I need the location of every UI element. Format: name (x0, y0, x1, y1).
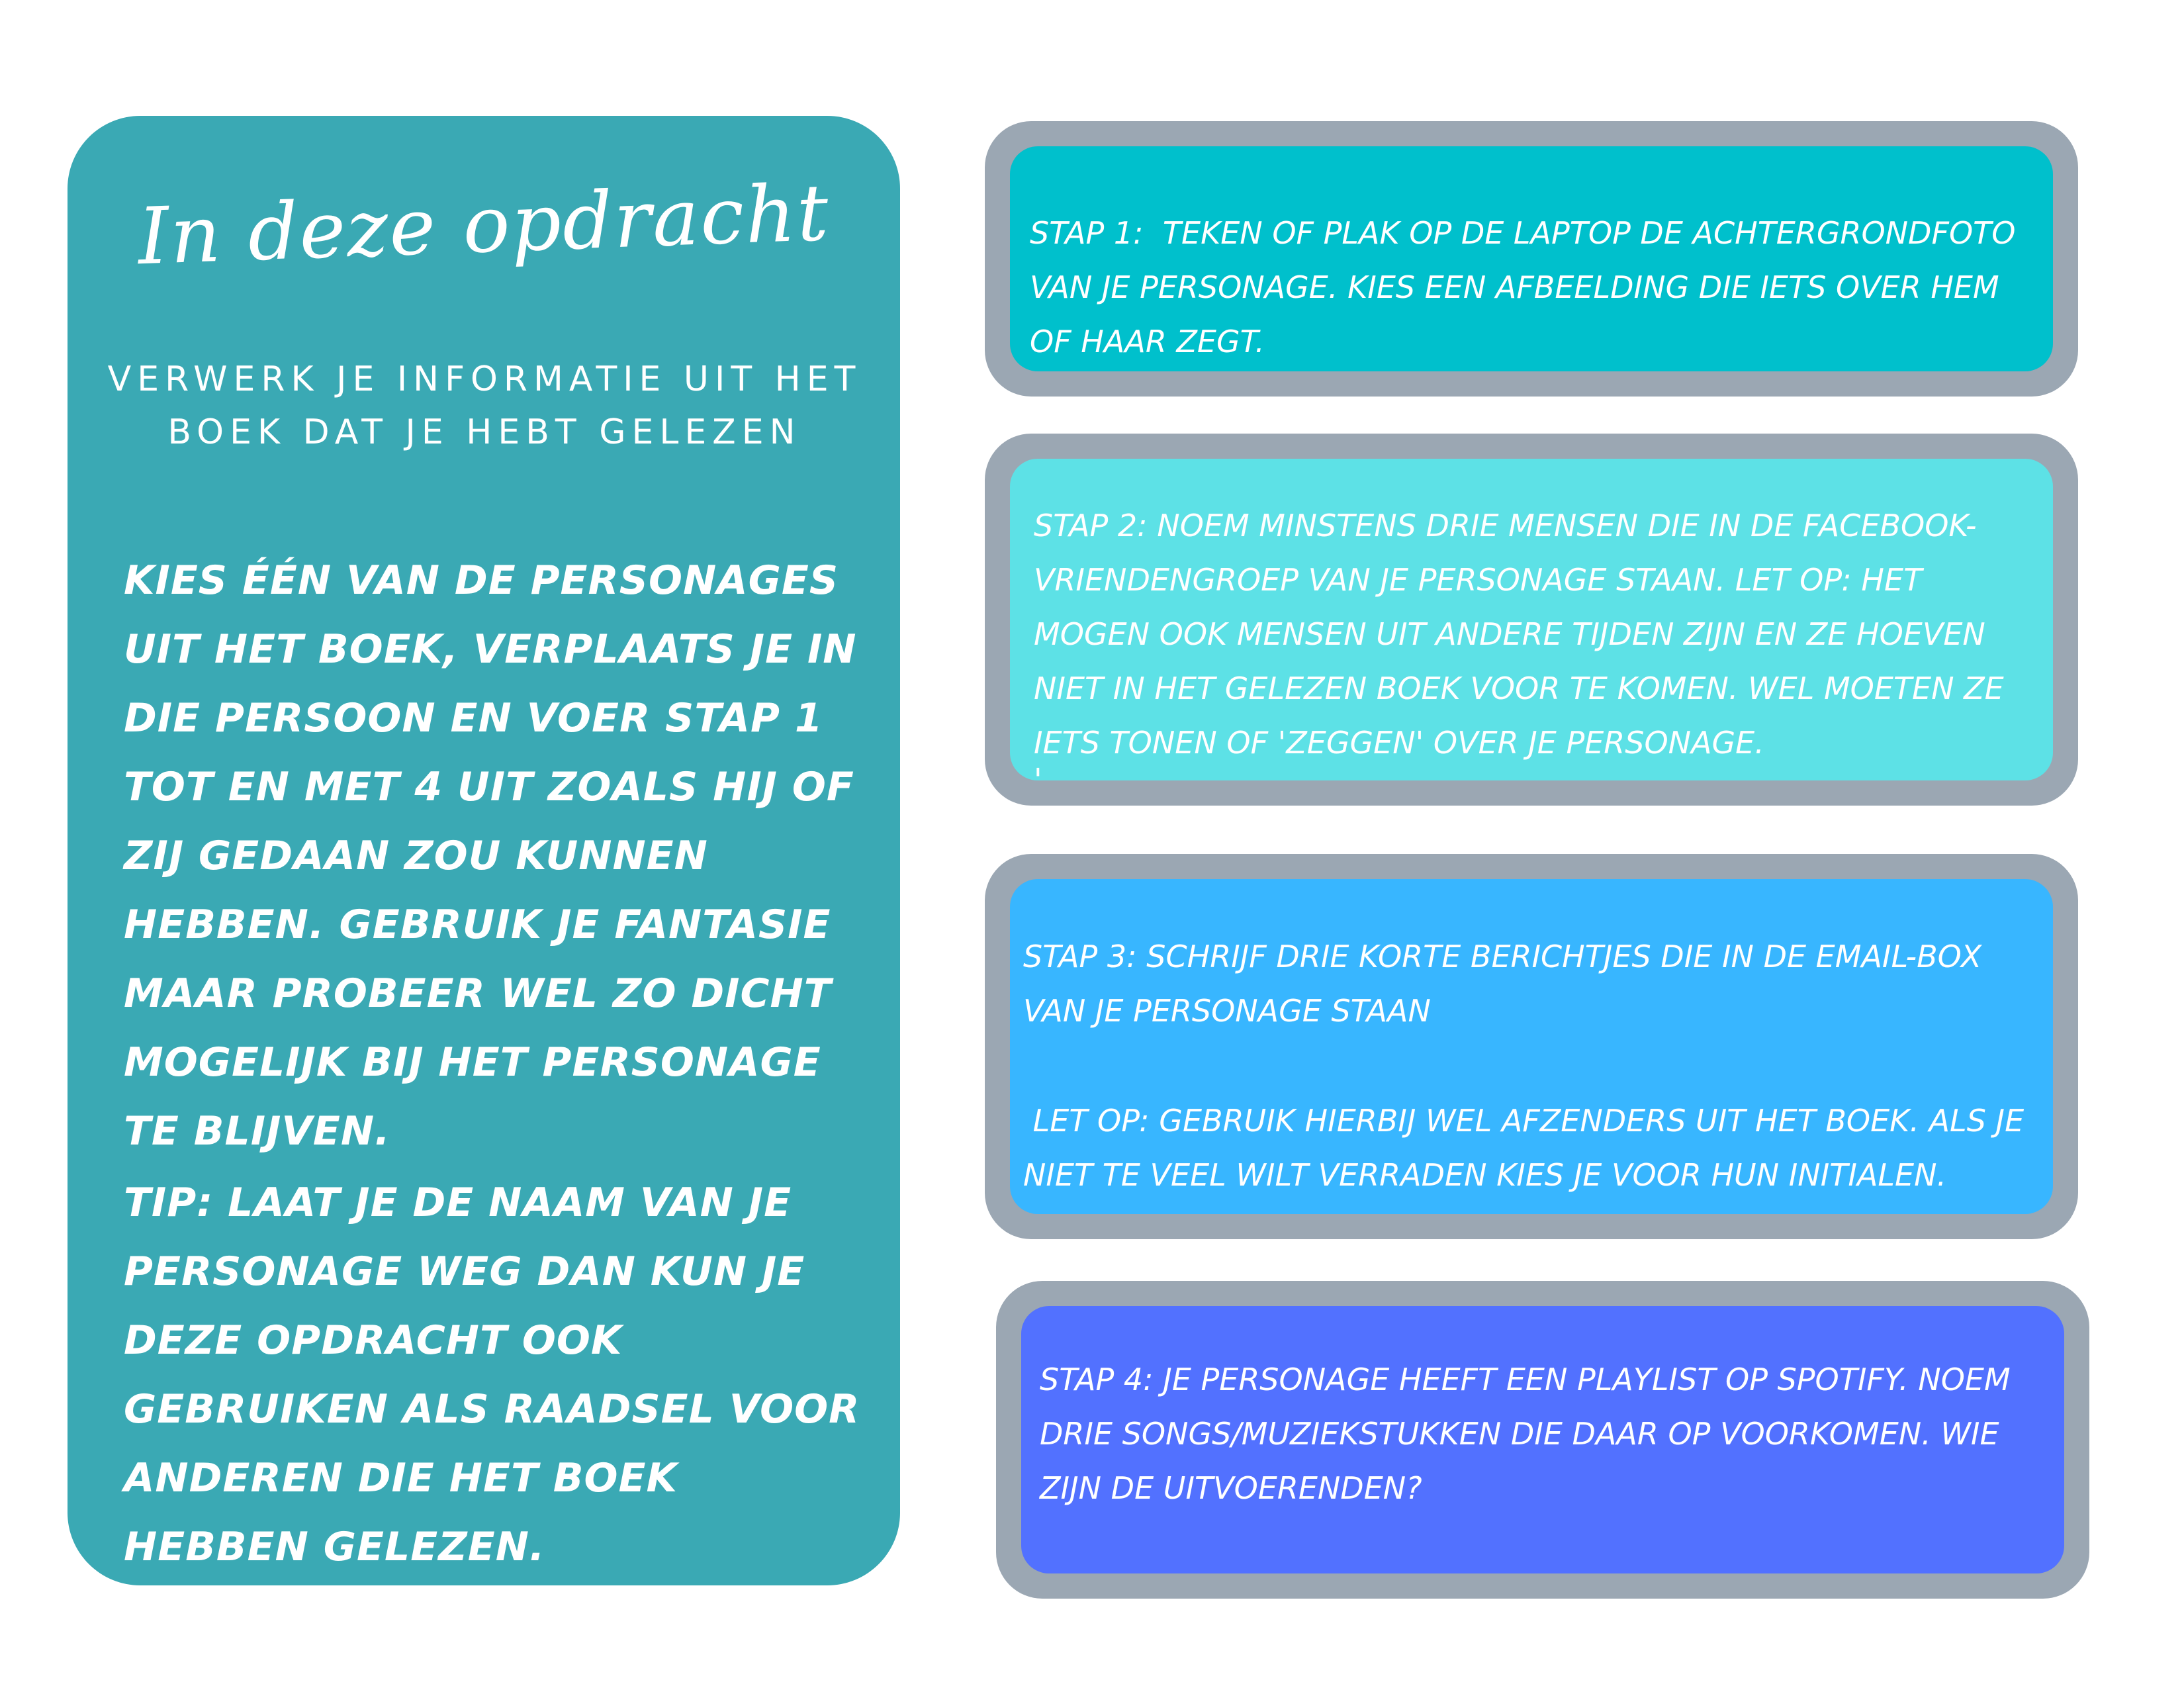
step-2-content (1010, 459, 2053, 780)
step-2-trailing-mark: ' (1034, 762, 1042, 780)
step-2-text: STAP 2: NOEM MINSTENS DRIE MENSEN DIE IN DE FACEBOOK-VRIENDENGROEP VAN JE PERSONAGE STAAN. LET OP: HET MOGEN OOK MENSEN UIT ANDERE TIJDEN ZIJN EN ZE HOEVEN NIET IN HET GELEZEN BOEK VOOR TE KOMEN. WEL MOETEN ZE IETS TONEN OF 'ZEGGEN' OVER JE PERSONAGE. (1034, 508, 2014, 761)
intro-text: KIES ÉÉN VAN DE PERSONAGES UIT HET BOEK, VERPLAATS JE IN DIE PERSOON EN VOER STAP 1 TOT EN MET 4 UIT ZOALS HIJ OF ZIJ GEDAAN ZOU KUNNEN HEBBEN. GEBRUIK JE FANTASIE MAAR PROBEER WEL ZO DICHT MOGELIJK BIJ HET PERSONAGE TE BLIJVEN. (124, 557, 857, 1154)
instructions-panel (68, 116, 900, 1585)
step-3-card (985, 854, 2078, 1239)
panel-title: In deze opdracht (136, 166, 831, 283)
step-3-note: LET OP: GEBRUIK HIERBIJ WEL AFZENDERS UIT HET BOEK. ALS JE NIET TE VEEL WILT VERRADEN KIES JE VOOR HUN INITIALEN. (1023, 1103, 2034, 1193)
step-3-content (1010, 879, 2053, 1214)
step-2-card (985, 434, 2078, 806)
step-4-text: STAP 4: JE PERSONAGE HEEFT EEN PLAYLIST OP SPOTIFY. NOEM DRIE SONGS/MUZIEKSTUKKEN DIE DAAR OP VOORKOMEN. WIE ZIJN DE UITVOERENDEN? (1040, 1362, 2021, 1506)
step-1-text: STAP 1: TEKEN OF PLAK OP DE LAPTOP DE ACHTERGRONDFOTO VAN JE PERSONAGE. KIES EEN AFBEELDING DIE IETS OVER HEM OF HAAR ZEGT. (1030, 215, 2026, 359)
step-3-text: STAP 3: SCHRIJF DRIE KORTE BERICHTJES DIE IN DE EMAIL-BOX VAN JE PERSONAGE STAAN (1023, 939, 1991, 1029)
step-3-spacer (1023, 1038, 2040, 1094)
step-1-card (985, 121, 2078, 397)
step-4-card (996, 1281, 2089, 1599)
step-4-content (1021, 1306, 2064, 1573)
tip-text: TIP: LAAT JE DE NAAM VAN JE PERSONAGE WEG DAN KUN JE DEZE OPDRACHT OOK GEBRUIKEN ALS RAADSEL VOOR ANDEREN DIE HET BOEK HEBBEN GELEZEN. (124, 1180, 860, 1570)
panel-subtitle: VERWERK JE INFORMATIE UIT HET BOEK DAT JE HEBT GELEZEN (107, 359, 862, 452)
step-1-content (1010, 146, 2053, 371)
